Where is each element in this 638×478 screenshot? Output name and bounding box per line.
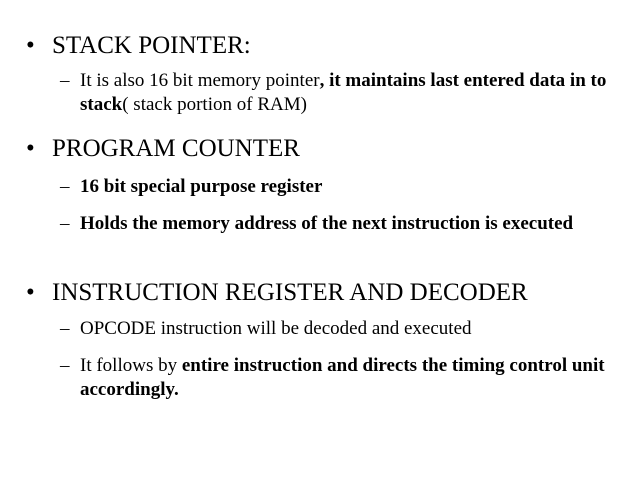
sub-item-program-counter-1: [60, 175, 620, 199]
text-segment-bold: entire instruction and directs the timing control unit accordingly.: [80, 355, 605, 400]
bullet-dot: •: [26, 135, 35, 162]
heading-stack-pointer: STACK POINTER:: [52, 32, 251, 59]
dash-marker: –: [60, 318, 70, 339]
sub-item-text: 16 bit special purpose register: [80, 176, 323, 197]
text-segment: It follows by: [80, 355, 182, 376]
bullet-dot: •: [26, 32, 35, 59]
sub-item-text: [60, 69, 620, 117]
dash-marker: –: [60, 355, 70, 376]
dash-marker: –: [60, 70, 70, 91]
sub-item-text: Holds the memory address of the next instruction is executed: [80, 213, 574, 234]
bullet-instruction-register: [26, 278, 528, 308]
dash-marker: –: [60, 176, 70, 197]
text-segment-bold: , it maintains last entered data in to stack: [80, 70, 607, 115]
sub-item-instruction-register-1: [60, 317, 620, 341]
bullet-stack-pointer: [26, 31, 251, 61]
bullet-dot: •: [26, 279, 35, 306]
bullet-program-counter: [26, 134, 300, 164]
text-segment: It is also 16 bit memory pointer: [80, 70, 320, 91]
text-segment: ( stack portion of RAM): [122, 94, 307, 115]
sub-item-stack-pointer-1: [60, 69, 620, 117]
heading-instruction-register: INSTRUCTION REGISTER AND DECODER: [52, 279, 528, 306]
dash-marker: –: [60, 213, 70, 234]
sub-item-instruction-register-2: [60, 354, 620, 402]
sub-item-text: OPCODE instruction will be decoded and executed: [80, 318, 472, 339]
sub-item-text: [60, 354, 620, 402]
heading-program-counter: PROGRAM COUNTER: [52, 135, 300, 162]
sub-item-program-counter-2: [60, 212, 620, 236]
